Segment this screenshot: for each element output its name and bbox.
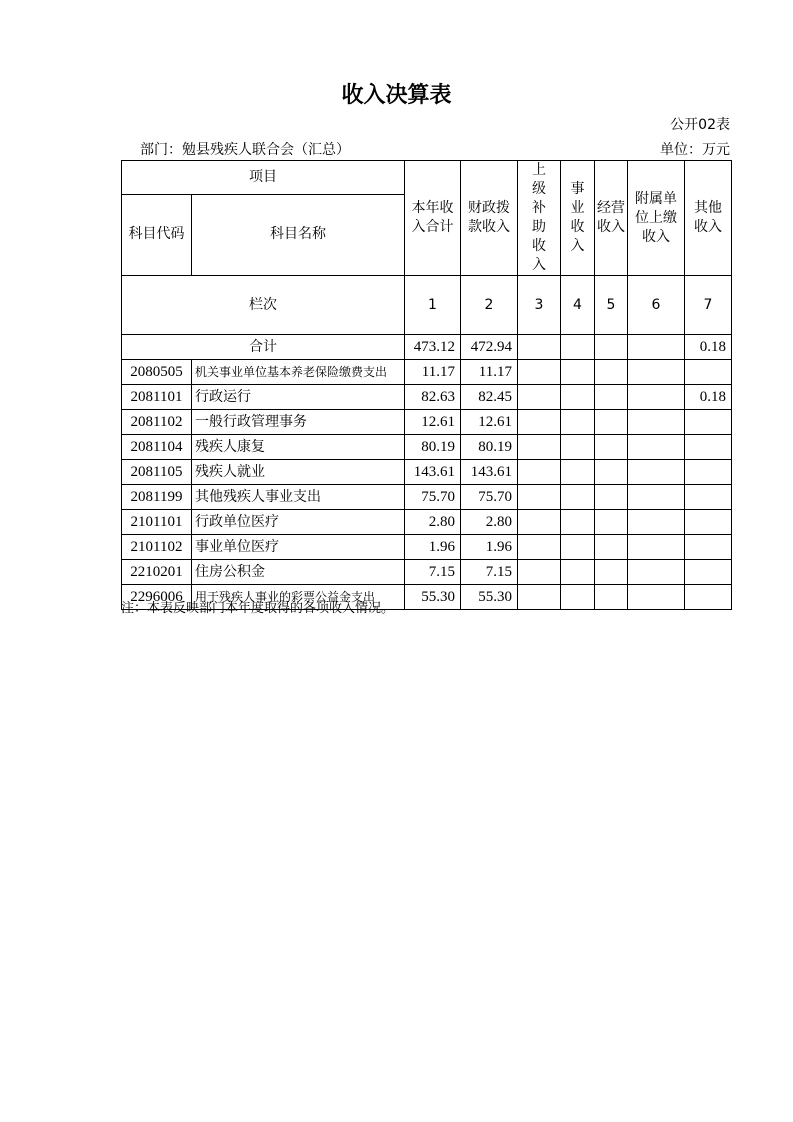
row-c4 (561, 510, 595, 535)
row-c6 (628, 385, 685, 410)
header-col7 (685, 161, 732, 276)
table-row (122, 560, 732, 585)
row-c6 (628, 435, 685, 460)
header-col5-text: 经营收入 (597, 200, 625, 235)
header-item: 项目 (122, 161, 405, 195)
row-c7 (685, 535, 732, 560)
row-c3 (518, 485, 561, 510)
row-c2: 7.15 (461, 560, 518, 585)
header-col4-text: 事业收入 (570, 181, 585, 254)
row-name: 一般行政管理事务 (192, 410, 405, 435)
row-name: 住房公积金 (192, 560, 405, 585)
row-code: 2081199 (122, 485, 192, 510)
row-c2: 11.17 (461, 360, 518, 385)
column-number-1: 1 (405, 276, 461, 335)
header-col4 (561, 161, 595, 276)
row-code: 2081104 (122, 435, 192, 460)
row-name: 用于残疾人事业的彩票公益金支出 (192, 585, 405, 610)
table-row (122, 385, 732, 410)
table-row (122, 535, 732, 560)
total-label: 合计 (122, 335, 405, 360)
lanci-label: 栏次 (122, 276, 405, 335)
row-c2: 55.30 (461, 585, 518, 610)
row-c5 (595, 485, 628, 510)
row-code: 2296006 (122, 585, 192, 610)
column-number-6: 6 (628, 276, 685, 335)
page-title: 收入决算表 (341, 83, 452, 108)
row-c1: 2.80 (405, 510, 461, 535)
row-c1: 12.61 (405, 410, 461, 435)
header-col1-text: 本年收入合计 (411, 200, 454, 235)
row-c6 (628, 410, 685, 435)
row-c5 (595, 410, 628, 435)
row-c7: 0.18 (685, 385, 732, 410)
column-number-5: 5 (595, 276, 628, 335)
row-c4 (561, 585, 595, 610)
total-c4 (561, 335, 595, 360)
footnote: 注：本表反映部门本年度取得的各项收入情况。 (121, 601, 395, 616)
header-col6 (628, 161, 685, 276)
row-c5 (595, 535, 628, 560)
table-row (122, 510, 732, 535)
row-c5 (595, 510, 628, 535)
row-code: 2081105 (122, 460, 192, 485)
column-number-2: 2 (461, 276, 518, 335)
row-name: 行政运行 (192, 385, 405, 410)
header-col3 (518, 161, 561, 276)
row-c3 (518, 510, 561, 535)
row-c2: 80.19 (461, 435, 518, 460)
unit-label: 单位：万元 (660, 142, 730, 158)
row-c6 (628, 510, 685, 535)
column-number-row (122, 276, 732, 335)
row-c5 (595, 585, 628, 610)
total-c5 (595, 335, 628, 360)
row-c2: 75.70 (461, 485, 518, 510)
form-number: 公开02表 (670, 117, 730, 133)
row-c3 (518, 410, 561, 435)
header-col2 (461, 161, 518, 276)
row-c7 (685, 410, 732, 435)
row-code: 2101101 (122, 510, 192, 535)
row-c5 (595, 435, 628, 460)
row-c6 (628, 585, 685, 610)
header-col2-text: 财政拨款收入 (468, 200, 510, 235)
header-row-1 (122, 161, 732, 195)
row-c3 (518, 560, 561, 585)
row-c6 (628, 360, 685, 385)
row-name: 残疾人就业 (192, 460, 405, 485)
header-col1 (405, 161, 461, 276)
row-c7 (685, 585, 732, 610)
row-c2: 143.61 (461, 460, 518, 485)
row-c7 (685, 485, 732, 510)
row-name: 事业单位医疗 (192, 535, 405, 560)
row-c2: 1.96 (461, 535, 518, 560)
total-c3 (518, 335, 561, 360)
row-c4 (561, 410, 595, 435)
row-code: 2101102 (122, 535, 192, 560)
header-col6-text: 附属单位上缴收入 (635, 190, 677, 245)
row-c4 (561, 360, 595, 385)
table-row (122, 435, 732, 460)
row-c7 (685, 560, 732, 585)
row-c6 (628, 535, 685, 560)
table-row (122, 360, 732, 385)
row-c7 (685, 460, 732, 485)
row-c1: 143.61 (405, 460, 461, 485)
row-c5 (595, 460, 628, 485)
row-c1: 11.17 (405, 360, 461, 385)
row-c7 (685, 510, 732, 535)
row-c1: 55.30 (405, 585, 461, 610)
header-col7-text: 其他收入 (694, 200, 722, 235)
income-table (121, 160, 732, 610)
row-code: 2081101 (122, 385, 192, 410)
row-c7 (685, 435, 732, 460)
row-c2: 82.45 (461, 385, 518, 410)
row-name: 行政单位医疗 (192, 510, 405, 535)
total-c6 (628, 335, 685, 360)
row-c4 (561, 460, 595, 485)
table-row (122, 460, 732, 485)
row-c1: 80.19 (405, 435, 461, 460)
header-name: 科目名称 (192, 194, 405, 275)
row-c1: 7.15 (405, 560, 461, 585)
total-c7: 0.18 (685, 335, 732, 360)
header-code: 科目代码 (122, 194, 192, 275)
row-c1: 75.70 (405, 485, 461, 510)
header-col5 (595, 161, 628, 276)
row-c2: 12.61 (461, 410, 518, 435)
total-row (122, 335, 732, 360)
row-name: 残疾人康复 (192, 435, 405, 460)
row-code: 2080505 (122, 360, 192, 385)
table-row (122, 485, 732, 510)
row-name: 机关事业单位基本养老保险缴费支出 (192, 360, 405, 385)
row-c4 (561, 560, 595, 585)
column-number-7: 7 (685, 276, 732, 335)
column-number-4: 4 (561, 276, 595, 335)
table-row (122, 410, 732, 435)
row-c3 (518, 360, 561, 385)
row-c5 (595, 385, 628, 410)
row-c4 (561, 485, 595, 510)
row-c6 (628, 460, 685, 485)
row-code: 2081102 (122, 410, 192, 435)
row-name: 其他残疾人事业支出 (192, 485, 405, 510)
header-col3-text: 上级补助收入 (532, 162, 546, 273)
row-c5 (595, 560, 628, 585)
row-c4 (561, 435, 595, 460)
row-c2: 2.80 (461, 510, 518, 535)
row-c1: 82.63 (405, 385, 461, 410)
row-code: 2210201 (122, 560, 192, 585)
row-c6 (628, 485, 685, 510)
total-c2: 472.94 (461, 335, 518, 360)
row-c3 (518, 435, 561, 460)
row-c1: 1.96 (405, 535, 461, 560)
row-c3 (518, 460, 561, 485)
row-c7 (685, 360, 732, 385)
row-c3 (518, 535, 561, 560)
row-c5 (595, 360, 628, 385)
column-number-3: 3 (518, 276, 561, 335)
row-c3 (518, 585, 561, 610)
total-c1: 473.12 (405, 335, 461, 360)
department-label: 部门：勉县残疾人联合会（汇总） (140, 142, 350, 158)
row-c3 (518, 385, 561, 410)
data-rows (122, 360, 732, 610)
row-c6 (628, 560, 685, 585)
row-c4 (561, 535, 595, 560)
row-c4 (561, 385, 595, 410)
